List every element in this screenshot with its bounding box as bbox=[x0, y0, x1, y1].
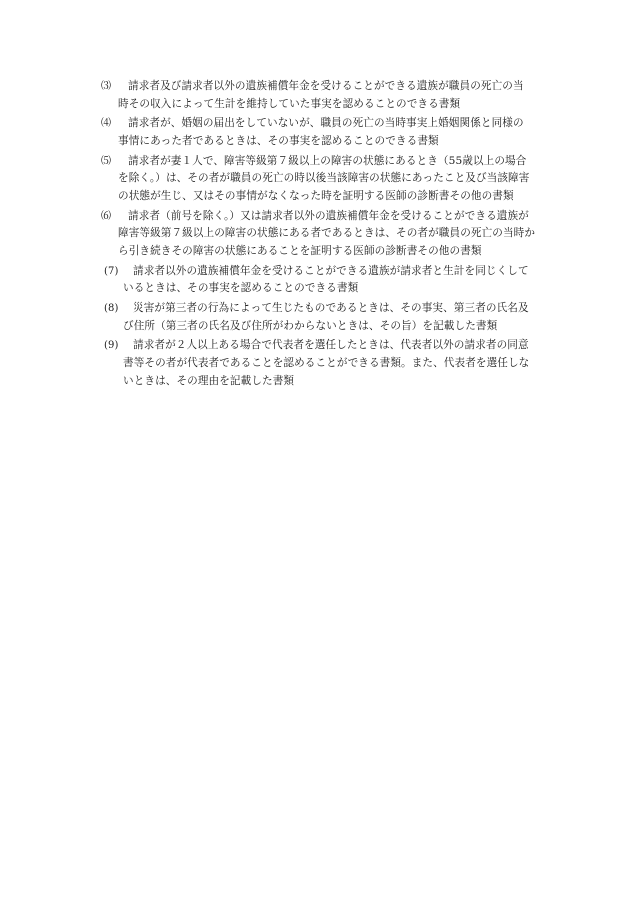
list-item-6 bbox=[98, 208, 550, 261]
item-text-line: 請求者以外の遺族補償年金を受けることができる遺族が請求者と生計を同じくして bbox=[133, 264, 529, 277]
list-item-9 bbox=[98, 337, 550, 390]
item-text-line: 請求者が妻１人で、障害等級第７級以上の障害の状態にあるとき（55歳以上の場合 bbox=[128, 154, 527, 167]
item-number: (8) bbox=[104, 303, 119, 315]
item-number: ⑸ bbox=[101, 155, 112, 167]
item-text-line: 請求者が２人以上ある場合で代表者を選任したときは、代表者以外の請求者の同意 bbox=[133, 339, 529, 352]
item-text-line: 災害が第三者の行為によって生じたものであるときは、その事実、第三者の氏名及 bbox=[133, 302, 529, 315]
item-number: ⑹ bbox=[101, 210, 112, 222]
list-item-5 bbox=[98, 153, 550, 206]
list-item-4 bbox=[98, 115, 550, 150]
item-number: ⑷ bbox=[101, 118, 112, 130]
item-text-line: いるときは、その事実を認めることのできる書類 bbox=[123, 282, 359, 295]
item-number: (7) bbox=[104, 265, 119, 277]
item-number: (9) bbox=[104, 340, 119, 352]
item-text-line: 請求者が、婚姻の届出をしていないが、職員の死亡の当時事実上婚姻関係と同様の bbox=[128, 117, 524, 130]
document-body bbox=[98, 78, 550, 392]
list-item-7 bbox=[98, 263, 550, 298]
item-text-line: いときは、その理由を記載した書類 bbox=[123, 374, 295, 387]
item-text-line: 請求者（前号を除く。）又は請求者以外の遺族補償年金を受けることができる遺族が bbox=[128, 209, 529, 222]
item-text-line: の状態が生じ、又はその事情がなくなった時を証明する医師の診断書その他の書類 bbox=[118, 189, 514, 202]
item-text-line: 事情にあった者であるときは、その事実を認めることのできる書類 bbox=[118, 134, 439, 147]
item-text-line: を除く。）は、その者が職員の死亡の時以後当該障害の状態にあったこと及び当該障害 bbox=[118, 172, 530, 185]
item-number: ⑶ bbox=[101, 81, 112, 92]
item-text-line: 時その収入によって生計を維持していた事実を認めることのできる書類 bbox=[118, 97, 461, 110]
list-item-8 bbox=[98, 300, 550, 335]
item-text-line: ら引き続きその障害の状態にあることを証明する医師の診断書その他の書類 bbox=[118, 244, 482, 257]
list-item-3 bbox=[98, 78, 550, 113]
item-text-line: 請求者及び請求者以外の遺族補償年金を受けることができる遺族が職員の死亡の当 bbox=[128, 80, 524, 92]
item-text-line: び住所（第三者の氏名及び住所がわからないときは、その旨）を記載した書類 bbox=[123, 319, 498, 332]
item-text-line: 書等その者が代表者であることを認めることができる書類。また、代表者を選任しな bbox=[123, 357, 530, 370]
item-text-line: 障害等級第７級以上の障害の状態にある者であるときは、その者が職員の死亡の当時か bbox=[118, 227, 536, 240]
